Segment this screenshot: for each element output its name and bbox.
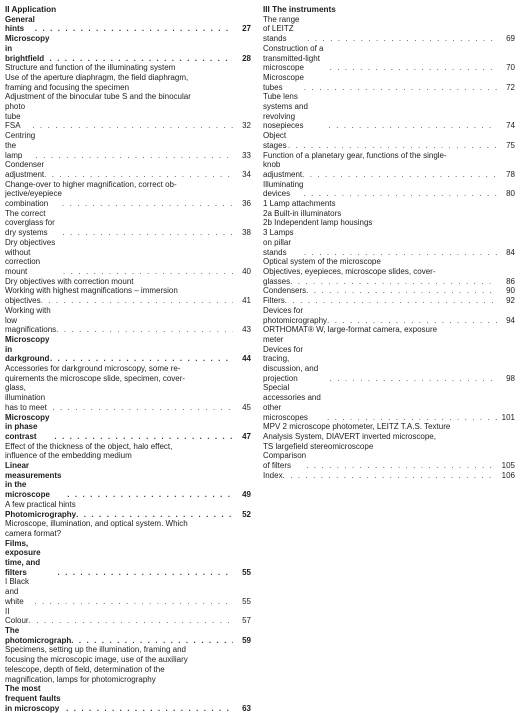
toc-entry — [263, 345, 515, 384]
dot-leader — [32, 121, 233, 131]
toc-page-number: 32 — [242, 121, 251, 131]
toc-entry — [5, 286, 251, 296]
toc-entry-list — [263, 15, 515, 481]
toc-entry — [5, 102, 251, 131]
toc-entry-title: Films, exposure time, and filters — [5, 538, 41, 577]
toc-page-number: 72 — [506, 82, 515, 92]
toc-page-number: 98 — [506, 373, 515, 383]
toc-entry-title: Filters — [263, 296, 285, 306]
toc-page-number: 52 — [242, 509, 251, 519]
toc-entry — [5, 296, 251, 306]
toc-entry — [263, 218, 515, 228]
toc-entry — [5, 374, 251, 384]
toc-column-application — [5, 5, 251, 713]
toc-page-number: 92 — [506, 296, 515, 306]
toc-entry-title: Construction of a transmitted-light microscope — [263, 43, 324, 73]
dot-leader — [328, 121, 497, 131]
toc-entry — [263, 92, 515, 131]
toc-entry — [263, 267, 515, 277]
toc-entry — [5, 238, 251, 277]
toc-entry-title: Microscope, illumination, and optical system. Which — [5, 519, 188, 529]
toc-entry-list — [5, 15, 251, 713]
toc-entry-title: Working with highest magnifications – immersion — [5, 286, 178, 296]
toc-page-number: 38 — [242, 228, 251, 238]
section-title: III The instruments — [263, 5, 336, 14]
toc-entry — [5, 189, 251, 208]
toc-entry — [5, 442, 251, 452]
toc-entry-title: A few practical hints — [5, 499, 76, 509]
toc-page-number: 106 — [501, 470, 515, 480]
toc-entry — [5, 607, 251, 626]
toc-entry — [5, 63, 251, 73]
toc-entry-title: Function of a planetary gear, functions of the single- — [263, 150, 447, 160]
dot-leader — [29, 616, 233, 626]
toc-entry-title: photo tube FSA — [5, 102, 26, 131]
toc-entry — [263, 451, 515, 470]
toc-entry — [5, 73, 251, 83]
toc-entry — [5, 92, 251, 102]
toc-entry-title: Condensers — [263, 286, 307, 296]
toc-entry-title: Objectives, eyepieces, microscope slides, cover- — [263, 266, 436, 276]
toc-entry-title: framing and focusing the specimen — [5, 82, 130, 92]
dot-leader — [76, 510, 233, 520]
toc-entry — [5, 306, 251, 335]
toc-entry-title: Microscopy in phase contrast — [5, 412, 50, 441]
toc-entry — [263, 131, 515, 150]
dot-leader — [57, 568, 233, 578]
toc-entry — [263, 228, 515, 257]
toc-entry — [263, 277, 515, 287]
toc-entry — [263, 160, 515, 179]
toc-entry-title: Index — [263, 470, 283, 480]
toc-page-number: 41 — [242, 296, 251, 306]
dot-leader — [327, 316, 497, 326]
toc-entry — [263, 151, 515, 161]
dot-leader — [327, 413, 497, 423]
toc-entry-title: Structure and function of the illuminating system — [5, 63, 176, 73]
toc-entry-title: quirements the microscope slide, specimen, cover- — [5, 373, 186, 383]
toc-page-number: 94 — [506, 315, 515, 325]
dot-leader — [67, 490, 233, 500]
toc-entry-title: Dry objectives without correction mount — [5, 237, 56, 276]
toc-entry-title: glass, illumination has to meet — [5, 383, 47, 412]
toc-entry-title: Devices for tracing, discussion, and projection — [263, 344, 319, 383]
toc-entry-title: General hints — [5, 14, 35, 34]
dot-leader — [34, 597, 233, 607]
toc-entry — [5, 383, 251, 412]
toc-page-number: 70 — [506, 63, 515, 73]
dot-leader — [66, 704, 233, 713]
toc-entry-title: Working with low magnifications — [5, 305, 57, 335]
toc-entry-title: jective/eyepiece combination — [5, 189, 62, 209]
dot-leader — [288, 141, 497, 151]
toc-page-number: 63 — [242, 703, 251, 713]
dot-leader — [50, 354, 233, 364]
toc-entry-title: The correct coverglass for dry systems — [5, 208, 55, 238]
toc-entry — [5, 655, 251, 665]
toc-page-number: 36 — [242, 199, 251, 209]
dot-leader — [36, 151, 234, 161]
toc-entry-title: Use of the aperture diaphragm, the field diaphragm, — [5, 72, 189, 82]
toc-entry — [263, 325, 515, 335]
toc-page-number: 75 — [506, 140, 515, 150]
toc-page-number: 86 — [506, 276, 515, 286]
toc-entry-title: Accessories for darkground microscopy, some re- — [5, 364, 181, 374]
dot-leader — [71, 636, 233, 646]
toc-entry-title: 1 Lamp attachments — [263, 199, 336, 209]
toc-entry — [263, 335, 515, 345]
toc-entry — [5, 529, 251, 539]
toc-entry — [263, 306, 515, 325]
toc-entry — [5, 519, 251, 529]
toc-entry — [263, 257, 515, 267]
toc-page-number: 55 — [242, 596, 251, 606]
toc-page-number: 101 — [501, 412, 515, 422]
toc-page-number: 47 — [242, 431, 251, 441]
dot-leader — [56, 325, 233, 335]
toc-entry-title: Effect of the thickness of the object, halo effect, — [5, 441, 173, 451]
toc-entry-title: II Colour — [5, 606, 29, 626]
toc-entry-title: influence of the embedding medium — [5, 451, 132, 461]
toc-page-number: 84 — [506, 247, 515, 257]
toc-entry-title: Specimens, setting up the illumination, framing and — [5, 645, 186, 655]
toc-entry-title: 2b Independent lamp housings — [263, 218, 373, 228]
toc-entry — [263, 73, 515, 92]
toc-entry — [5, 277, 251, 287]
dot-leader — [62, 199, 233, 209]
dot-leader — [49, 54, 233, 64]
toc-entry-title: magnification, lamps for photomicrography — [5, 674, 156, 684]
toc-entry-title: telescope, depth of field, determination of the — [5, 664, 165, 674]
dot-leader — [44, 170, 233, 180]
dot-leader — [306, 286, 497, 296]
toc-page-number: 69 — [506, 34, 515, 44]
toc-entry — [5, 160, 251, 179]
toc-page-number: 40 — [242, 266, 251, 276]
toc-column-instruments — [263, 5, 515, 480]
toc-entry-title: Analysis System, DIAVERT inverted microscope, — [263, 431, 436, 441]
toc-page-number: 78 — [506, 169, 515, 179]
toc-page-number: 74 — [506, 121, 515, 131]
dot-leader — [304, 83, 497, 93]
toc-entry — [263, 44, 515, 73]
toc-page-number: 49 — [242, 490, 251, 500]
toc-page-number: 57 — [242, 616, 251, 626]
toc-entry — [5, 209, 251, 238]
toc-entry-title: Microscopy in brightfield — [5, 34, 50, 63]
toc-entry — [5, 15, 251, 34]
toc-entry-title: Devices for photomicrography — [263, 305, 328, 325]
toc-entry-title: The photomicrograph — [5, 626, 72, 645]
toc-entry — [263, 432, 515, 442]
toc-entry-title: Microscope tubes — [263, 72, 304, 92]
toc-entry — [5, 461, 251, 500]
toc-page-number: 33 — [242, 150, 251, 160]
toc-entry-title: MPV 2 microscope photometer, LEITZ T.A.S. Texture — [263, 422, 451, 432]
dot-leader — [303, 189, 497, 199]
toc-entry-title: Linear measurements in the microscope — [5, 461, 62, 500]
toc-entry — [263, 422, 515, 432]
toc-page-number: 80 — [506, 189, 515, 199]
dot-leader — [330, 63, 497, 73]
toc-entry-title: Special accessories and other microscopes — [263, 383, 321, 422]
toc-page-number: 27 — [242, 24, 251, 34]
toc-entry-title: Microscopy in darkground — [5, 334, 50, 364]
toc-entry — [263, 296, 515, 306]
toc-entry-title: meter — [263, 334, 284, 344]
toc-entry — [263, 180, 515, 199]
toc-page-number: 90 — [506, 286, 515, 296]
toc-entry-title: Photomicrography — [5, 509, 77, 519]
toc-entry-title: knob adjustment — [263, 160, 303, 179]
toc-entry-title: Illuminating devices — [263, 179, 304, 199]
dot-leader — [307, 34, 497, 44]
toc-entry-title: 3 Lamps on pillar stands — [263, 228, 294, 257]
toc-page-number: 105 — [501, 461, 515, 471]
dot-leader — [290, 277, 497, 287]
dot-leader — [54, 432, 233, 442]
toc-page-number: 45 — [242, 402, 251, 412]
toc-entry — [5, 180, 251, 190]
toc-entry — [263, 15, 515, 44]
section-title: II Application — [5, 5, 57, 14]
toc-entry-title: Optical system of the microscope — [263, 257, 381, 267]
toc-entry-title: Condenser adjustment — [5, 160, 45, 179]
toc-entry — [5, 500, 251, 510]
toc-entry — [263, 209, 515, 219]
toc-entry-title: glasses — [263, 276, 291, 286]
toc-entry — [5, 675, 251, 685]
toc-entry — [5, 665, 251, 675]
toc-entry — [5, 645, 251, 655]
toc-entry-title: Dry objectives with correction mount — [5, 276, 134, 286]
toc-page-number: 43 — [242, 325, 251, 335]
toc-entry-title: The most frequent faults in microscopy — [5, 684, 61, 713]
toc-entry-title: Change-over to higher magnification, correct ob- — [5, 179, 177, 189]
dot-leader — [330, 374, 497, 384]
toc-entry-title: objectives — [5, 296, 41, 306]
dot-leader — [62, 228, 233, 238]
toc-entry-title: The range of LEITZ stands — [263, 14, 300, 44]
toc-entry — [5, 626, 251, 645]
toc-entry-title: focusing the microscopic image, use of the auxiliary — [5, 655, 188, 665]
dot-leader — [63, 267, 233, 277]
toc-page-number: 55 — [242, 567, 251, 577]
toc-entry-title: 2a Built-in illuminators — [263, 208, 342, 218]
toc-entry — [5, 539, 251, 578]
toc-page-number: 28 — [242, 53, 251, 63]
toc-entry-title: camera format? — [5, 528, 62, 538]
toc-entry — [5, 413, 251, 442]
toc-entry-title: Tube lens systems and revolving nosepieces — [263, 92, 308, 131]
toc-entry — [5, 83, 251, 93]
toc-entry — [263, 442, 515, 452]
toc-entry-title: ORTHOMAT® W, large-format camera, exposure — [263, 325, 438, 335]
dot-leader — [302, 170, 497, 180]
toc-entry — [263, 383, 515, 422]
toc-entry — [5, 364, 251, 374]
toc-entry-title: Adjustment of the binocular tube S and the binocular — [5, 92, 191, 102]
toc-entry-title: Comparison of filters — [263, 451, 307, 471]
dot-leader — [283, 471, 497, 481]
toc-page-number: 59 — [242, 635, 251, 645]
dot-leader — [285, 296, 497, 306]
toc-entry — [5, 451, 251, 461]
toc-page-number: 34 — [242, 169, 251, 179]
dot-leader — [52, 403, 233, 413]
dot-leader — [41, 296, 233, 306]
toc-entry — [263, 471, 515, 481]
toc-entry — [5, 510, 251, 520]
dot-leader — [35, 24, 233, 34]
dot-leader — [306, 461, 497, 471]
toc-entry — [5, 577, 251, 606]
toc-entry — [5, 131, 251, 160]
toc-entry — [263, 286, 515, 296]
toc-entry — [263, 199, 515, 209]
toc-entry-title: TS largefield stereomicroscope — [263, 441, 374, 451]
toc-entry-title: I Black and white — [5, 577, 30, 606]
toc-entry-title: Object stages — [263, 131, 287, 150]
toc-entry — [5, 684, 251, 713]
toc-entry-title: Centring the lamp — [5, 131, 36, 160]
dot-leader — [304, 248, 497, 258]
toc-page-number: 44 — [242, 354, 251, 364]
toc-entry — [5, 335, 251, 364]
toc-entry — [5, 34, 251, 63]
